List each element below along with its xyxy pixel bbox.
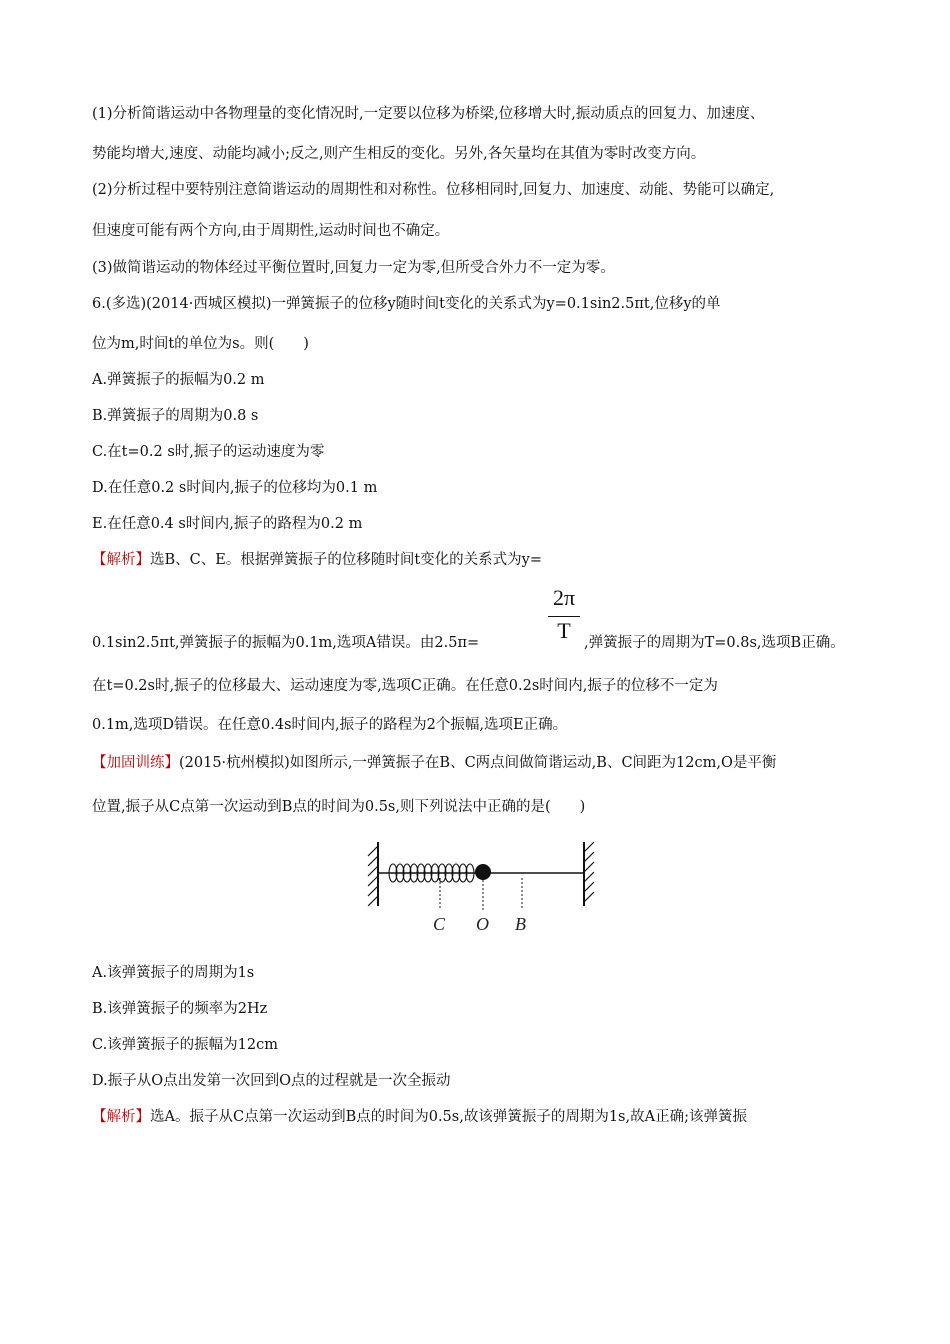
option-b: B.该弹簧振子的频率为2Hz [92, 1001, 268, 1017]
exercise-text: (2015·杭州模拟)如图所示,一弹簧振子在B、C两点间做简谐运动,B、C间距为12cm,O是平衡 [179, 755, 777, 771]
option-e: E.在任意0.4 s时间内,振子的路程为0.2 m [92, 516, 363, 532]
solution-tag: 【解析】 [92, 552, 150, 568]
solution-line [92, 1107, 747, 1127]
fraction-numerator: 2π [552, 585, 576, 610]
text-line: (2)分析过程中要特别注意简谐运动的周期性和对称性。位移相同时,回复力、加速度、动能、势能可以确定, [92, 182, 775, 198]
text-line: (3)做简谐运动的物体经过平衡位置时,回复力一定为零,但所受合外力不一定为零。 [92, 260, 615, 276]
oscillator-ball [475, 864, 491, 880]
text-line: 但速度可能有两个方向,由于周期性,运动时间也不确定。 [92, 223, 450, 239]
spring-oscillator-figure [360, 838, 600, 938]
option-a: A.该弹簧振子的周期为1s [92, 965, 255, 981]
solution-line [92, 550, 542, 570]
left-wall-hatch [368, 846, 378, 906]
option-b: B.弹簧振子的周期为0.8 s [92, 408, 259, 424]
option-c: C.该弹簧振子的振幅为12cm [92, 1037, 279, 1053]
text-line: 势能均增大,速度、动能均减小;反之,则产生相反的变化。另外,各矢量均在其值为零时改变方向。 [92, 146, 706, 162]
solution-line: 0.1m,选项D错误。在任意0.4s时间内,振子的路程为2个振幅,选项E正确。 [92, 717, 568, 733]
option-c: C.在t=0.2 s时,振子的运动速度为零 [92, 444, 325, 460]
fraction-bar [548, 616, 580, 617]
exercise-tag: 【加固训练】 [92, 755, 179, 771]
fraction-denominator: T [557, 618, 571, 643]
solution-tag: 【解析】 [92, 1109, 150, 1125]
solution-line [92, 633, 479, 653]
exercise-stem: 位置,振子从C点第一次运动到B点的时间为0.5s,则下列说法中正确的是( ) [92, 799, 586, 815]
exercise-stem [92, 753, 776, 773]
option-d: D.在任意0.2 s时间内,振子的位移均为0.1 m [92, 480, 378, 496]
solution-text: 选B、C、E。根据弹簧振子的位移随时间t变化的关系式为y= [150, 552, 543, 568]
question-stem: 6.(多选)(2014·西城区模拟)一弹簧振子的位移y随时间t变化的关系式为y=0.1sin2.5πt,位移y的单 [92, 296, 721, 312]
solution-text: 选A。振子从C点第一次运动到B点的时间为0.5s,故该弹簧振子的周期为1s,故A正确;该弹簧振 [150, 1109, 747, 1125]
solution-text: 0.1sin2.5πt,弹簧振子的振幅为0.1m,选项A错误。由2.5π= [92, 635, 480, 651]
right-wall-hatch [584, 842, 594, 902]
fraction-2pi-over-t [548, 586, 580, 643]
text-line: (1)分析简谐运动中各物理量的变化情况时,一定要以位移为桥梁,位移增大时,振动质点的回复力、加速度、 [92, 106, 765, 122]
solution-text: ,弹簧振子的周期为T=0.8s,选项B正确。 [584, 635, 845, 651]
solution-line: 在t=0.2s时,振子的位移最大、运动速度为零,选项C正确。在任意0.2s时间内,振子的位移不一定为 [92, 678, 718, 694]
label-o: O [476, 914, 489, 934]
option-a: A.弹簧振子的振幅为0.2 m [92, 372, 265, 388]
label-c: C [433, 914, 446, 934]
option-d: D.振子从O点出发第一次回到O点的过程就是一次全振动 [92, 1073, 451, 1089]
question-stem: 位为m,时间t的单位为s。则( ) [92, 336, 309, 352]
label-b: B [515, 914, 526, 934]
